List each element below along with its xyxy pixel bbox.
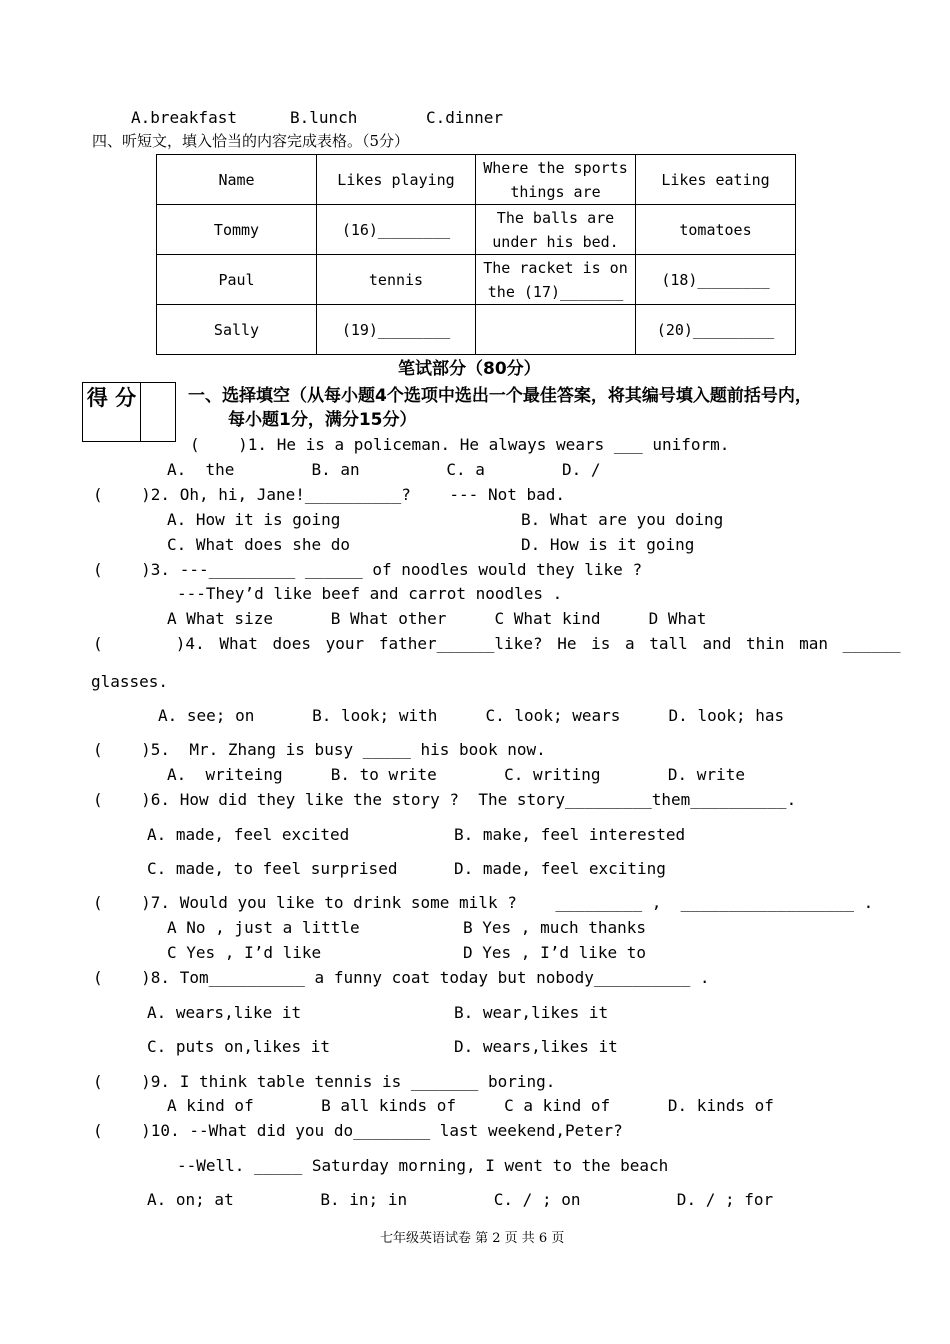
table-header-cell: Name (157, 155, 317, 205)
written-part-title: 笔试部分（80分） (398, 359, 541, 379)
question-7-option-c: C Yes , I’d like (167, 943, 322, 962)
question-3-options: A What size B What other C What kind D What (167, 609, 707, 628)
question-2: ( )2. Oh, hi, Jane!__________? --- Not bad. (93, 485, 566, 504)
table-row (157, 305, 796, 355)
score-label: 得 分 (83, 383, 141, 441)
question-10-answer: --Well. _____ Saturday morning, I went to the beach (177, 1156, 669, 1175)
question-5: ( )5. Mr. Zhang is busy _____ his book now. (93, 740, 546, 759)
question-8-option-a: A. wears,like it (147, 1003, 302, 1022)
table-header-cell: Where the sports things are (476, 155, 636, 205)
question-6-option-a: A. made, feel excited (147, 825, 350, 844)
question-7-option-a: A No , just a little (167, 918, 360, 937)
table-cell: tomatoes (636, 205, 796, 255)
question-1: ( )1. He is a policeman. He always wears ___ uniform. (190, 435, 730, 454)
part1-title-cont: 每小题1分，满分15分） (228, 410, 417, 430)
question-2-option-a: A. How it is going (167, 510, 341, 529)
question-9-options: A kind of B all kinds of C a kind of D. kinds of (167, 1096, 774, 1115)
table-row (157, 205, 796, 255)
table-header-cell: Likes eating (636, 155, 796, 205)
question-6: ( )6. How did they like the story ? The story_________them__________. (93, 790, 797, 809)
question-4: ( )4. What does your father______like? He is a tall and thin man ______ (93, 634, 901, 653)
question-7-option-d: D Yes , I’d like to (463, 943, 647, 962)
question-4-options: A. see; on B. look; with C. look; wears D. look; has (158, 706, 785, 725)
question-8: ( )8. Tom__________ a funny coat today but nobody__________ . (93, 968, 710, 987)
question-2-option-d: D. How is it going (521, 535, 695, 554)
question-6-option-c: C. made, to feel surprised (147, 859, 398, 878)
q15-option-b: B.lunch (290, 108, 358, 127)
table-cell: (19)________ (317, 305, 476, 355)
q15-option-a: A.breakfast (131, 108, 237, 127)
table-cell: Paul (157, 255, 317, 305)
question-10-options: A. on; at B. in; in C. / ; on D. / ; for (147, 1190, 774, 1209)
question-6-option-b: B. make, feel interested (454, 825, 686, 844)
score-box (82, 382, 176, 442)
q15-option-c: C.dinner (426, 108, 504, 127)
table-cell: Sally (157, 305, 317, 355)
section4-title: 四、听短文，填入恰当的内容完成表格。（5分） (92, 132, 410, 150)
question-6-option-d: D. made, feel exciting (454, 859, 666, 878)
table-header-cell: Likes playing (317, 155, 476, 205)
table-cell: Tommy (157, 205, 317, 255)
listening-table (156, 154, 796, 355)
question-2-option-b: B. What are you doing (521, 510, 724, 529)
part1-title: 一、选择填空（从每小题4个选项中选出一个最佳答案，将其编号填入题前括号内， (188, 386, 812, 406)
table-cell: The balls are under his bed. (476, 205, 636, 255)
table-cell: tennis (317, 255, 476, 305)
question-1-options: A. the B. an C. a D. / (167, 460, 601, 479)
question-3: ( )3. ---_________ ______ of noodles would they like ? (93, 560, 643, 579)
table-header-row (157, 155, 796, 205)
table-cell: (18)________ (636, 255, 796, 305)
question-8-option-c: C. puts on,likes it (147, 1037, 331, 1056)
question-7-option-b: B Yes , much thanks (463, 918, 647, 937)
question-3-answer: ---They’d like beef and carrot noodles . (177, 584, 563, 603)
table-cell: The racket is on the (17)_______ (476, 255, 636, 305)
page-footer: 七年级英语试卷 第 2 页 共 6 页 (380, 1231, 565, 1246)
question-4-cont: glasses. (91, 672, 169, 691)
question-9: ( )9. I think table tennis is _______ boring. (93, 1072, 556, 1091)
question-8-option-d: D. wears,likes it (454, 1037, 618, 1056)
question-7: ( )7. Would you like to drink some milk ? _________ , __________________ . (93, 893, 874, 912)
question-5-options: A. writeing B. to write C. writing D. write (167, 765, 745, 784)
table-cell: (16)________ (317, 205, 476, 255)
table-cell: (20)_________ (636, 305, 796, 355)
table-cell (476, 305, 636, 355)
question-2-option-c: C. What does she do (167, 535, 351, 554)
question-10: ( )10. --What did you do________ last weekend,Peter? (93, 1121, 623, 1140)
question-8-option-b: B. wear,likes it (454, 1003, 609, 1022)
table-row (157, 255, 796, 305)
